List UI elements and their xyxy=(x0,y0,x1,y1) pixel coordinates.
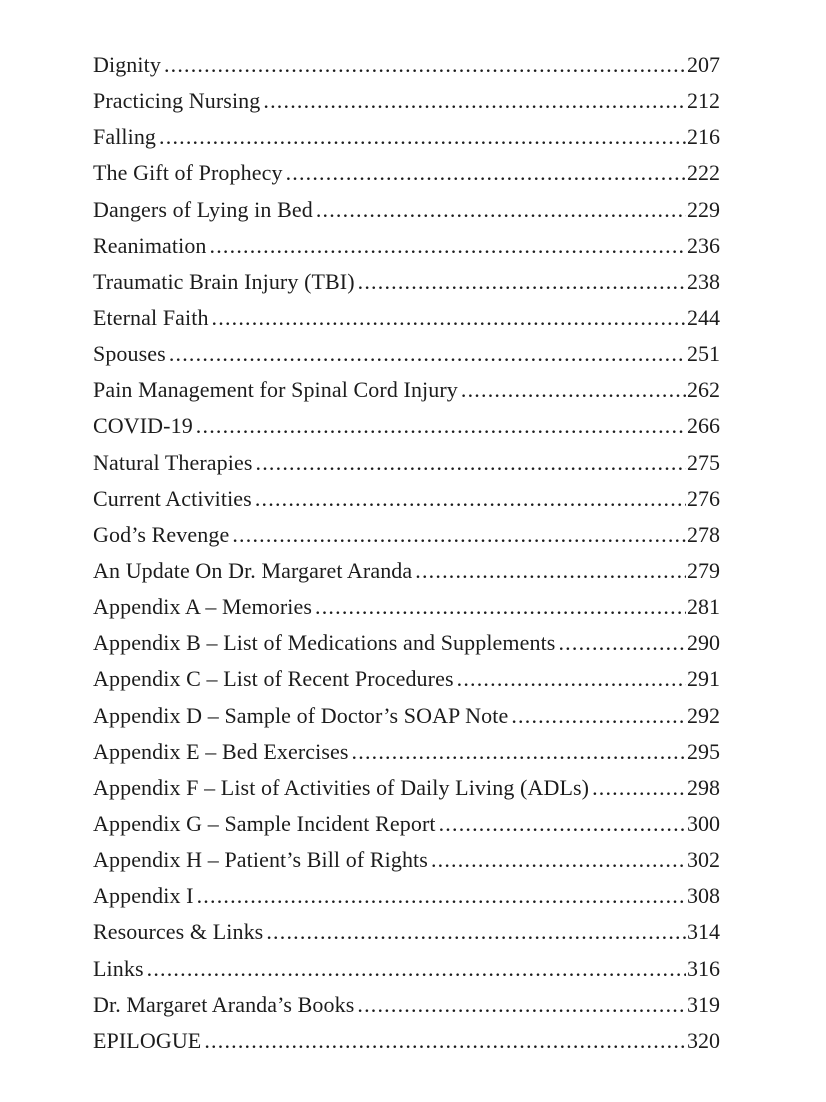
dot-leader xyxy=(315,594,686,620)
toc-entry-title: Falling xyxy=(93,124,157,150)
toc-entry-gods-revenge[interactable] xyxy=(93,522,720,558)
toc-entry-title: Practicing Nursing xyxy=(93,88,261,114)
toc-entry-page: 300 xyxy=(687,810,720,836)
toc-entry-title: Traumatic Brain Injury (TBI) xyxy=(93,268,355,294)
toc-entry-page: 319 xyxy=(687,991,720,1017)
toc-entry-epilogue[interactable] xyxy=(93,1028,720,1064)
toc-entry-practicing-nursing[interactable] xyxy=(93,88,720,124)
toc-entry-title: Natural Therapies xyxy=(93,449,253,475)
dot-leader xyxy=(357,992,686,1018)
toc-entry-update-on-dr-aranda[interactable] xyxy=(93,558,720,594)
toc-entry-appendix-b[interactable] xyxy=(93,630,720,666)
dot-leader xyxy=(255,486,686,512)
toc-entry-title: Dangers of Lying in Bed xyxy=(93,196,313,222)
dot-leader xyxy=(147,956,686,982)
toc-entry-appendix-c[interactable] xyxy=(93,666,720,702)
toc-entry-gift-of-prophecy[interactable] xyxy=(93,160,720,196)
dot-leader xyxy=(558,630,686,656)
toc-entry-page: 229 xyxy=(687,196,720,222)
toc-entry-title: An Update On Dr. Margaret Aranda xyxy=(93,557,413,583)
dot-leader xyxy=(358,269,686,295)
toc-entry-title: Dignity xyxy=(93,52,161,77)
toc-entry-title: Appendix E – Bed Exercises xyxy=(93,738,349,764)
dot-leader xyxy=(197,883,686,909)
toc-entry-appendix-d[interactable] xyxy=(93,703,720,739)
toc-entry-dignity[interactable] xyxy=(93,52,720,88)
toc-entry-resources-and-links[interactable] xyxy=(93,919,720,955)
toc-entry-pain-management[interactable] xyxy=(93,377,720,413)
toc-entry-reanimation[interactable] xyxy=(93,233,720,269)
toc-entry-title: Current Activities xyxy=(93,485,252,511)
toc-entry-appendix-a[interactable] xyxy=(93,594,720,630)
toc-entry-title: Appendix A – Memories xyxy=(93,594,313,620)
toc-entry-title: Resources & Links xyxy=(93,919,264,945)
toc-entry-title: Appendix D – Sample of Doctor’s SOAP Note xyxy=(93,702,509,728)
toc-entry-page: 238 xyxy=(687,268,720,294)
toc-entry-title: EPILOGUE xyxy=(93,1027,202,1053)
toc-entry-page: 216 xyxy=(687,124,720,150)
toc-entry-page: 308 xyxy=(687,883,720,909)
toc-entry-page: 244 xyxy=(687,304,720,330)
toc-entry-title: Appendix I xyxy=(93,883,194,909)
toc-entry-current-activities[interactable] xyxy=(93,486,720,522)
toc-entry-title: COVID-19 xyxy=(93,413,193,439)
toc-entry-page: 292 xyxy=(687,702,720,728)
toc-entry-page: 236 xyxy=(687,232,720,258)
dot-leader xyxy=(164,52,686,78)
dot-leader xyxy=(169,341,686,367)
dot-leader xyxy=(266,919,686,945)
toc-entry-eternal-faith[interactable] xyxy=(93,305,720,341)
dot-leader xyxy=(159,124,686,150)
toc-entry-appendix-g[interactable] xyxy=(93,811,720,847)
dot-leader xyxy=(431,847,686,873)
toc-entry-title: Appendix H – Patient’s Bill of Rights xyxy=(93,847,428,873)
toc-entry-page: 314 xyxy=(687,919,720,945)
toc-entry-page: 316 xyxy=(687,955,720,981)
toc-entry-page: 291 xyxy=(687,666,720,692)
dot-leader xyxy=(439,811,686,837)
toc-entry-dr-aranda-books[interactable] xyxy=(93,992,720,1028)
dot-leader xyxy=(592,775,686,801)
toc-entry-page: 275 xyxy=(687,449,720,475)
toc-entry-links[interactable] xyxy=(93,956,720,992)
dot-leader xyxy=(316,197,686,223)
toc-entry-appendix-f[interactable] xyxy=(93,775,720,811)
toc-entry-title: Appendix F – List of Activities of Daily Living (ADLs) xyxy=(93,774,590,800)
dot-leader xyxy=(210,233,686,259)
toc-entry-appendix-e[interactable] xyxy=(93,739,720,775)
toc-entry-title: The Gift of Prophecy xyxy=(93,160,283,186)
toc-entry-page: 222 xyxy=(687,160,720,186)
dot-leader xyxy=(196,413,686,439)
dot-leader xyxy=(232,522,686,548)
toc-entry-appendix-i[interactable] xyxy=(93,883,720,919)
dot-leader xyxy=(415,558,686,584)
dot-leader xyxy=(511,703,686,729)
dot-leader xyxy=(263,88,686,114)
dot-leader xyxy=(286,160,686,186)
toc-entry-title: Links xyxy=(93,955,144,981)
dot-leader xyxy=(212,305,686,331)
dot-leader xyxy=(352,739,686,765)
toc-entry-title: Appendix C – List of Recent Procedures xyxy=(93,666,454,692)
toc-entry-page: 212 xyxy=(687,88,720,114)
toc-entry-page: 251 xyxy=(687,341,720,367)
toc-entry-page: 266 xyxy=(687,413,720,439)
toc-entry-title: God’s Revenge xyxy=(93,521,230,547)
toc-entry-page: 295 xyxy=(687,738,720,764)
toc-entry-traumatic-brain-injury[interactable] xyxy=(93,269,720,305)
toc-entry-title: Appendix B – List of Medications and Supplements xyxy=(93,630,556,656)
toc-entry-dangers-of-lying-in-bed[interactable] xyxy=(93,197,720,233)
dot-leader xyxy=(256,450,686,476)
toc-entry-natural-therapies[interactable] xyxy=(93,450,720,486)
dot-leader xyxy=(461,377,686,403)
toc-entry-page: 298 xyxy=(687,774,720,800)
toc-entry-page: 279 xyxy=(687,557,720,583)
toc-entry-page: 290 xyxy=(687,630,720,656)
toc-entry-page: 281 xyxy=(687,594,720,620)
dot-leader xyxy=(457,666,686,692)
toc-entry-falling[interactable] xyxy=(93,124,720,160)
dot-leader xyxy=(204,1028,686,1054)
toc-entry-page: 278 xyxy=(687,521,720,547)
toc-entry-page: 276 xyxy=(687,485,720,511)
toc-entry-page: 320 xyxy=(687,1027,720,1053)
toc-entry-title: Eternal Faith xyxy=(93,304,209,330)
toc-entry-spouses[interactable] xyxy=(93,341,720,377)
toc-entry-title: Dr. Margaret Aranda’s Books xyxy=(93,991,355,1017)
toc-entry-title: Appendix G – Sample Incident Report xyxy=(93,810,436,836)
toc-entry-page: 302 xyxy=(687,847,720,873)
toc-entry-page: 262 xyxy=(687,377,720,403)
toc-entry-title: Reanimation xyxy=(93,232,207,258)
toc-entry-title: Pain Management for Spinal Cord Injury xyxy=(93,377,458,403)
toc-entry-title: Spouses xyxy=(93,341,166,367)
toc-entry-appendix-h[interactable] xyxy=(93,847,720,883)
toc-entry-covid-19[interactable] xyxy=(93,413,720,449)
table-of-contents xyxy=(93,52,720,1064)
toc-entry-page: 207 xyxy=(687,52,720,77)
